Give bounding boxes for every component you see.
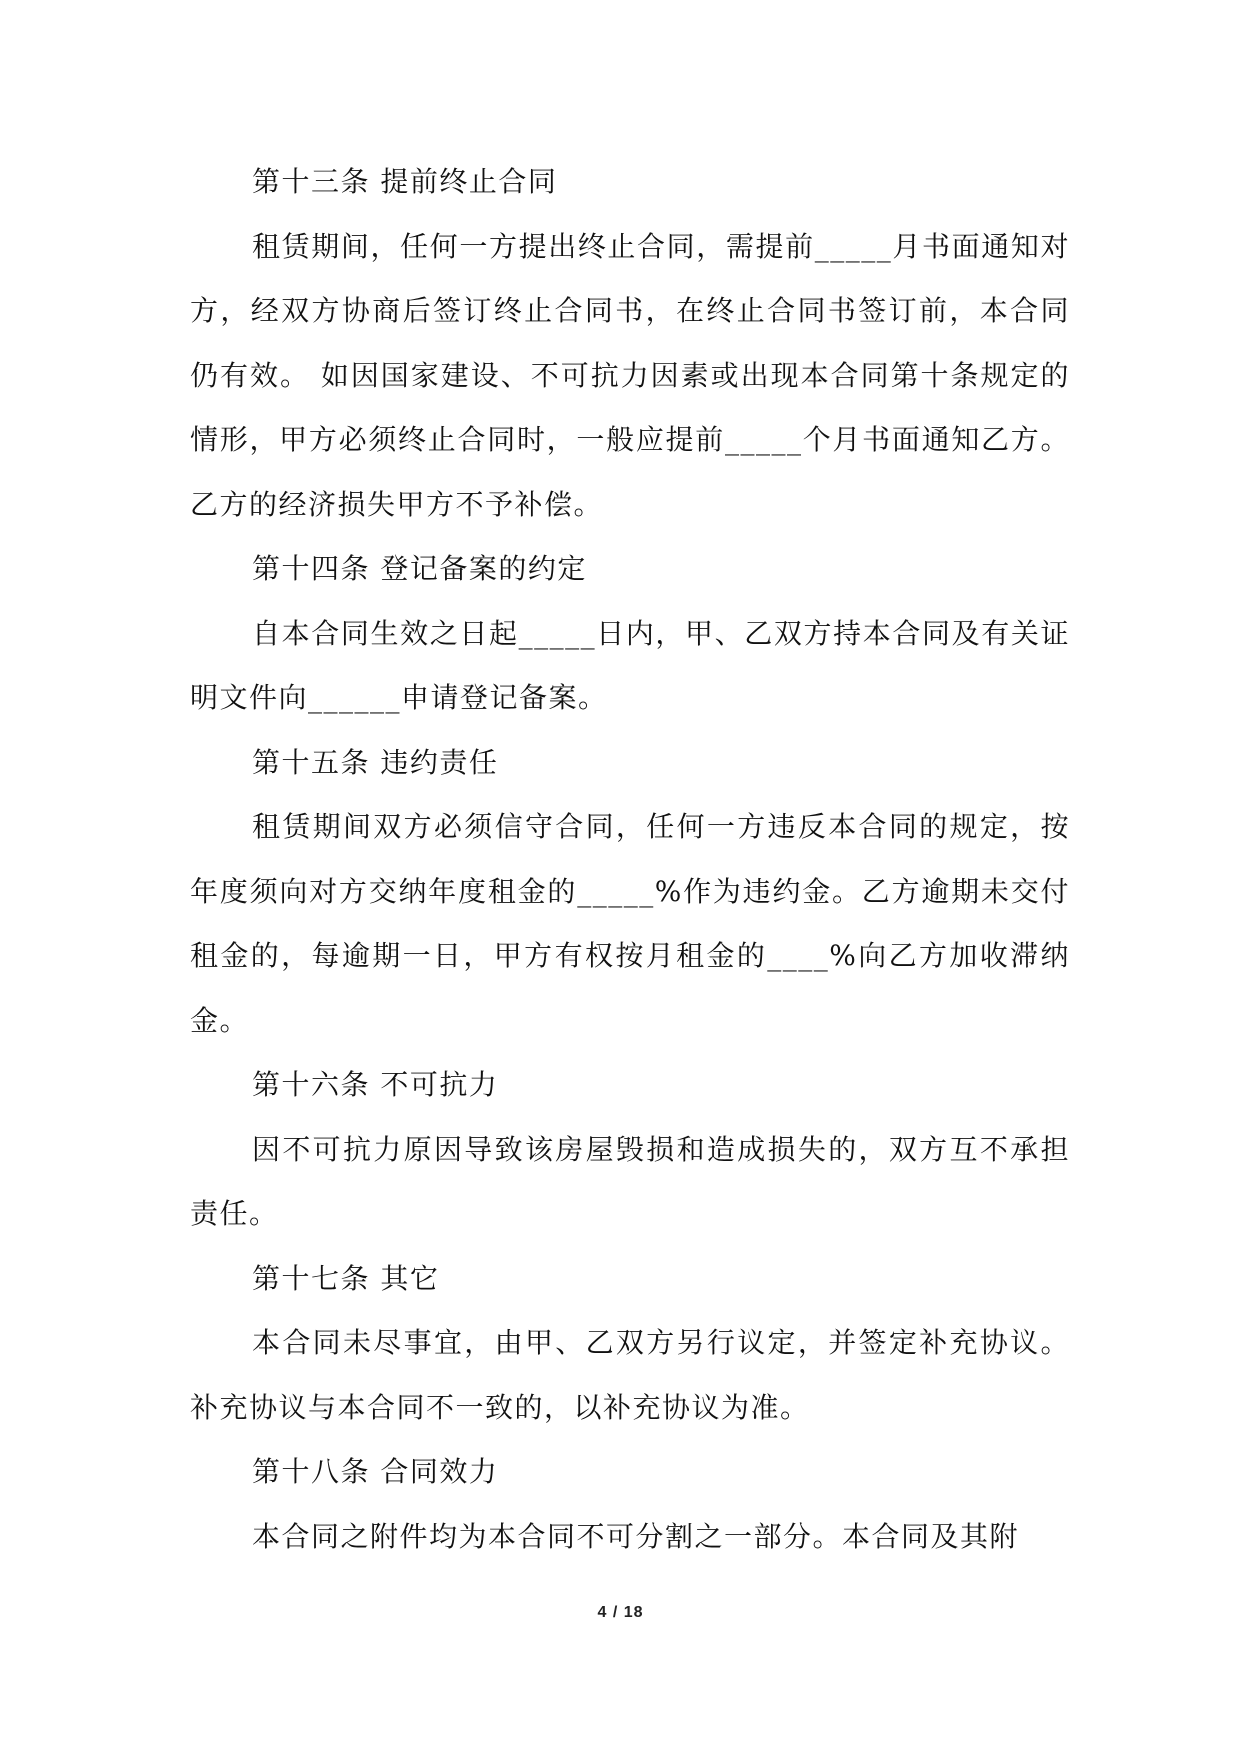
clause-heading-15: 第十五条 违约责任 — [252, 745, 499, 779]
clause-heading-14: 第十四条 登记备案的约定 — [252, 552, 587, 585]
clause-body-14: 自本合同生效之日起_____日内，甲、乙双方持本合同及有关证明文件向______申请登记备案。 — [190, 616, 1070, 714]
document-body — [190, 150, 1070, 1569]
clause-body-16: 因不可抗力原因导致该房屋毁损和造成损失的，双方互不承担责任。 — [190, 1132, 1070, 1230]
clause-body-18: 本合同之附件均为本合同不可分割之一部分。本合同及其附 — [252, 1519, 1020, 1553]
clause-body-13: 租赁期间，任何一方提出终止合同，需提前_____月书面通知对方，经双方协商后签订终止合同书，在终止合同书签订前，本合同仍有效。 如因国家建设、不可抗力因素或出现本合同第十条规定的情形，甲方必须终止合同时，一般应提前_____个月书面通知乙方。乙方的经济损失甲方不予补偿。 — [190, 229, 1070, 521]
clause-heading-18: 第十八条 合同效力 — [252, 1455, 499, 1488]
clause-body-17: 本合同未尽事宜，由甲、乙双方另行议定，并签定补充协议。补充协议与本合同不一致的，以补充协议为准。 — [190, 1326, 1070, 1424]
clause-heading-16: 第十六条 不可抗力 — [252, 1068, 499, 1101]
clause-heading-17: 第十七条 其它 — [252, 1261, 440, 1295]
clause-body-15: 租赁期间双方必须信守合同，任何一方违反本合同的规定，按年度须向对方交纳年度租金的_____%作为违约金。乙方逾期未交付租金的，每逾期一日，甲方有权按月租金的____%向乙方加收滞纳金。 — [190, 810, 1070, 1037]
page-number: 4 / 18 — [597, 1604, 644, 1621]
clause-heading-13: 第十三条 提前终止合同 — [252, 165, 558, 198]
